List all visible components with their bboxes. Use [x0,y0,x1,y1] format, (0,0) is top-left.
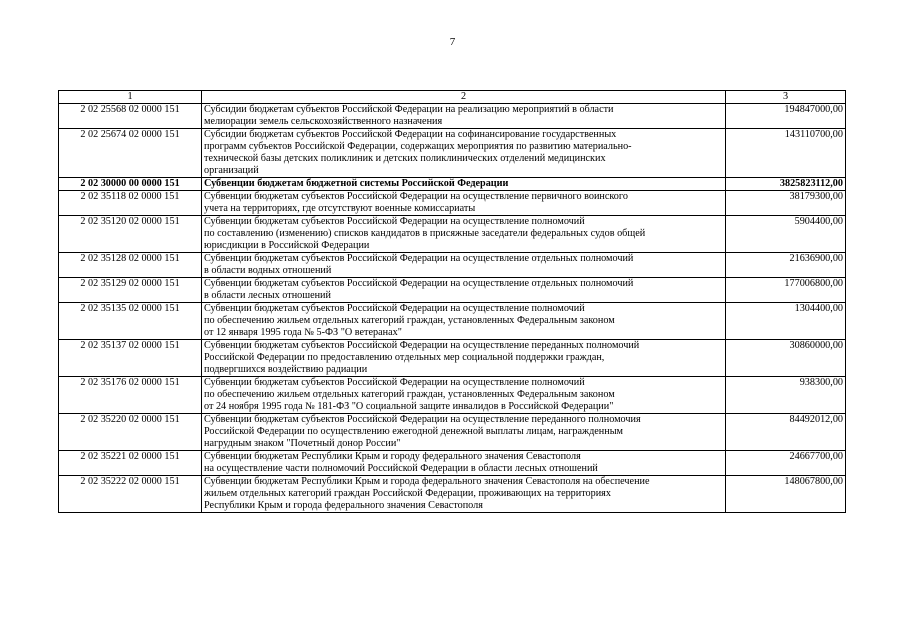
budget-amount: 84492012,00 [726,414,846,451]
description-line: подвергшихся воздействию радиации [204,364,368,375]
table-row [59,451,846,476]
budget-description [202,340,726,377]
budget-code: 2 02 35135 02 0000 151 [59,303,202,340]
budget-description [202,129,726,178]
budget-amount: 24667700,00 [726,451,846,476]
description-line: юрисдикции в Российской Федерации [204,240,370,251]
table-body [59,104,846,513]
description-line: Субвенции бюджетам Республики Крым и города федерального значения Севастополя на обеспечение [204,476,650,487]
budget-description [202,377,726,414]
budget-description [202,216,726,253]
description-line: от 12 января 1995 года № 5-ФЗ "О ветеранах" [204,327,402,338]
budget-code: 2 02 25674 02 0000 151 [59,129,202,178]
budget-code: 2 02 35129 02 0000 151 [59,278,202,303]
description-line: Субвенции бюджетам бюджетной системы Российской Федерации [204,178,509,189]
description-line: Субвенции бюджетам субъектов Российской Федерации на осуществление переданных полномочий [204,340,640,351]
budget-description [202,414,726,451]
description-line: от 24 ноября 1995 года № 181-ФЗ "О социальной защите инвалидов в Российской Федерации" [204,401,614,412]
budget-code: 2 02 35128 02 0000 151 [59,253,202,278]
table-row [59,340,846,377]
table-row [59,216,846,253]
description-line: жильем отдельных категорий граждан Российской Федерации, проживающих на территориях [204,488,611,499]
budget-code: 2 02 35120 02 0000 151 [59,216,202,253]
budget-table [58,90,846,513]
budget-amount: 143110700,00 [726,129,846,178]
description-line: Субсидии бюджетам субъектов Российской Федерации на реализацию мероприятий в области [204,104,614,115]
budget-amount: 30860000,00 [726,340,846,377]
budget-code: 2 02 35137 02 0000 151 [59,340,202,377]
budget-code: 2 02 35220 02 0000 151 [59,414,202,451]
budget-description [202,303,726,340]
table-row [59,278,846,303]
description-line: Российской Федерации по предоставлению отдельных мер социальной поддержки граждан, [204,352,605,363]
description-line: Субвенции бюджетам субъектов Российской Федерации на осуществление отдельных полномочий [204,278,634,289]
table-row [59,377,846,414]
table-row [59,253,846,278]
column-header-code: 1 [59,91,202,104]
budget-code: 2 02 35222 02 0000 151 [59,476,202,513]
page-number: 7 [449,36,456,48]
table-row [59,476,846,513]
description-line: программ субъектов Российской Федерации, содержащих мероприятия по развитию материально- [204,141,632,152]
budget-code: 2 02 35221 02 0000 151 [59,451,202,476]
description-line: Субвенции бюджетам субъектов Российской Федерации на осуществление полномочий [204,377,585,388]
budget-amount: 21636900,00 [726,253,846,278]
budget-description [202,178,726,191]
table-row [59,191,846,216]
budget-description [202,191,726,216]
table-row [59,104,846,129]
description-line: по составлению (изменению) списков кандидатов в присяжные заседатели федеральных судов общей [204,228,646,239]
description-line: на осуществление части полномочий Российской Федерации в области лесных отношений [204,463,598,474]
budget-description [202,451,726,476]
budget-description [202,278,726,303]
description-line: Субвенции бюджетам субъектов Российской Федерации на осуществление отдельных полномочий [204,253,634,264]
table-row [59,129,846,178]
description-line: по обеспечению жильем отдельных категорий граждан, установленных Федеральным законом [204,389,615,400]
description-line: Российской Федерации по осуществлению ежегодной денежной выплаты лицам, награжденным [204,426,623,437]
description-line: учета на территориях, где отсутствуют военные комиссариаты [204,203,476,214]
description-line: Республики Крым и города федерального значения Севастополя [204,500,483,511]
description-line: нагрудным знаком "Почетный донор России" [204,438,401,449]
column-header-amount: 3 [726,91,846,104]
budget-code: 2 02 25568 02 0000 151 [59,104,202,129]
budget-amount: 194847000,00 [726,104,846,129]
table-row [59,414,846,451]
description-line: организаций [204,165,259,176]
budget-description [202,476,726,513]
budget-code: 2 02 30000 00 0000 151 [59,178,202,191]
budget-amount: 38179300,00 [726,191,846,216]
budget-amount: 148067800,00 [726,476,846,513]
budget-amount: 177006800,00 [726,278,846,303]
budget-amount: 1304400,00 [726,303,846,340]
table-row [59,303,846,340]
budget-amount: 938300,00 [726,377,846,414]
description-line: Субвенции бюджетам Республики Крым и городу федерального значения Севастополя [204,451,581,462]
description-line: в области водных отношений [204,265,332,276]
description-line: технической базы детских поликлиник и детских поликлинических отделений медицинских [204,153,606,164]
table-row [59,178,846,191]
description-line: в области лесных отношений [204,290,331,301]
budget-code: 2 02 35176 02 0000 151 [59,377,202,414]
table-header-row [59,91,846,104]
description-line: по обеспечению жильем отдельных категорий граждан, установленных Федеральным законом [204,315,615,326]
description-line: Субвенции бюджетам субъектов Российской Федерации на осуществление переданного полномочия [204,414,641,425]
budget-amount: 5904400,00 [726,216,846,253]
column-header-description: 2 [202,91,726,104]
description-line: Субсидии бюджетам субъектов Российской Федерации на софинансирование государственных [204,129,617,140]
budget-code: 2 02 35118 02 0000 151 [59,191,202,216]
description-line: Субвенции бюджетам субъектов Российской Федерации на осуществление полномочий [204,303,585,314]
description-line: Субвенции бюджетам субъектов Российской Федерации на осуществление полномочий [204,216,585,227]
description-line: мелиорации земель сельскохозяйственного назначения [204,116,443,127]
budget-description [202,104,726,129]
budget-amount: 3825823112,00 [726,178,846,191]
budget-description [202,253,726,278]
description-line: Субвенции бюджетам субъектов Российской Федерации на осуществление первичного воинского [204,191,628,202]
